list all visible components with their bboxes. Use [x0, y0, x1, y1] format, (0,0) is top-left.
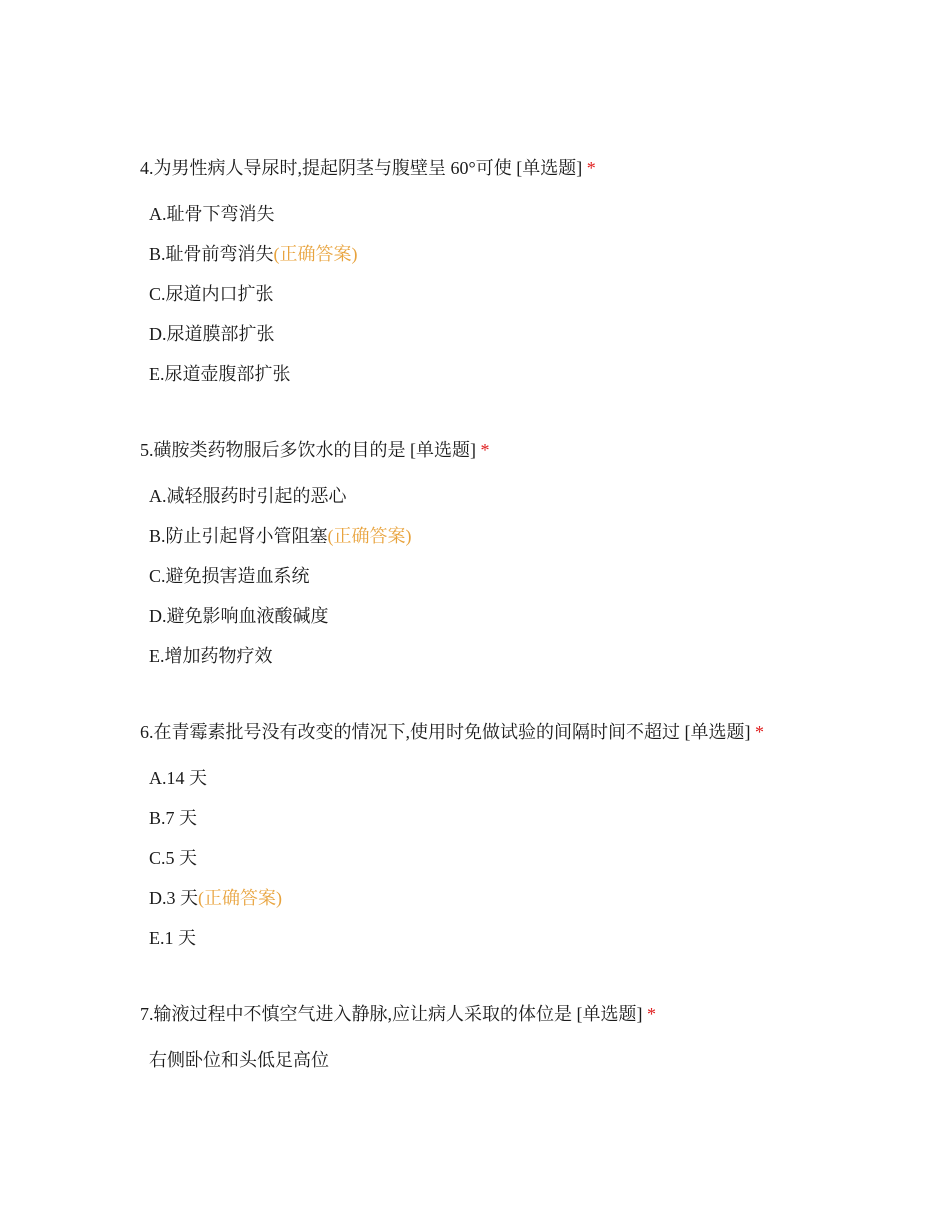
question-title [140, 1002, 656, 1026]
option-text: D.3 天 [149, 888, 198, 908]
option-c [149, 282, 274, 306]
option-b [149, 242, 358, 266]
question-title-text: 6.在青霉素批号没有改变的情况下,使用时免做试验的间隔时间不超过 [单选题] [140, 722, 751, 742]
option-e [149, 362, 291, 386]
option-a [149, 766, 207, 790]
option-text: E.增加药物疗效 [149, 646, 273, 666]
option-text: B.防止引起肾小管阻塞 [149, 526, 328, 546]
correct-answer-tag: (正确答案) [198, 888, 282, 908]
question-title [140, 720, 764, 744]
option-text: A.14 天 [149, 768, 207, 788]
required-star: * [586, 158, 596, 178]
option-text: C.避免损害造血系统 [149, 566, 310, 586]
option-text: B.耻骨前弯消失 [149, 244, 274, 264]
required-star: * [647, 1004, 656, 1024]
option-d [149, 886, 282, 910]
required-star: * [480, 440, 490, 460]
option-c [149, 846, 197, 870]
question-title-text: 7.输液过程中不慎空气进入静脉,应让病人采取的体位是 [单选题] [140, 1004, 643, 1024]
option-text: C.尿道内口扩张 [149, 284, 274, 304]
question-title [140, 156, 596, 180]
question-title [140, 438, 490, 462]
required-star: * [755, 722, 764, 742]
correct-answer-tag: (正确答案) [273, 244, 358, 264]
option-text: C.5 天 [149, 848, 198, 868]
option-b [149, 524, 412, 548]
option-e [149, 926, 196, 950]
option-e [149, 644, 273, 668]
option-a [149, 202, 275, 226]
correct-answer-tag: (正确答案) [327, 526, 412, 546]
option-a [149, 484, 347, 508]
option-text: A.耻骨下弯消失 [149, 204, 275, 224]
option-d [149, 604, 329, 628]
question-title-text: 4.为男性病人导尿时,提起阴茎与腹壁呈 60°可使 [单选题] [140, 158, 583, 178]
question-title-text: 5.磺胺类药物服后多饮水的目的是 [单选题] [140, 440, 476, 460]
option-b [149, 806, 197, 830]
option-c [149, 564, 310, 588]
option-text: E.1 天 [149, 928, 196, 948]
option-text: D.避免影响血液酸碱度 [149, 606, 329, 626]
option-text: D.尿道膜部扩张 [149, 324, 275, 344]
answer-text: 右侧卧位和头低足高位 [149, 1050, 329, 1070]
option-text: E.尿道壶腹部扩张 [149, 364, 291, 384]
option-text: A.减轻服药时引起的恶心 [149, 486, 347, 506]
option-d [149, 322, 275, 346]
option-text: B.7 天 [149, 808, 198, 828]
